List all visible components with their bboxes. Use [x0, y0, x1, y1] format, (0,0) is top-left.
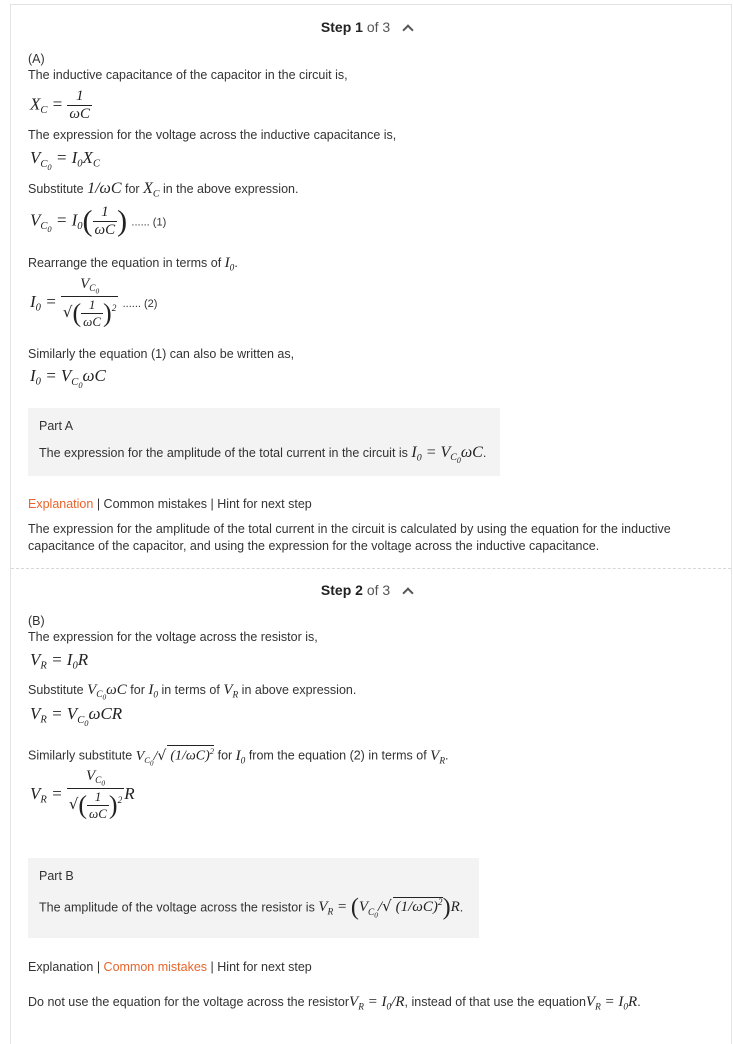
- chevron-up-icon[interactable]: [402, 587, 413, 598]
- part-label-b: (B): [28, 614, 45, 628]
- equation-1-tag: ...... (1): [131, 216, 167, 229]
- step-1-line-1: The inductive capacitance of the capacitor in the circuit is,: [28, 68, 348, 82]
- rearrange-line: Rearrange the equation in terms of $I_0$.: [28, 255, 238, 274]
- similarly-line: Similarly the equation (1) can also be written as,: [28, 347, 295, 361]
- similarly-substitute-line: Similarly substitute $V_{C_0}/√$ $(1/\omega C)^2$ for $I_0$ from the equation (2) in terms of $V_R$.: [28, 746, 449, 768]
- step-divider: [11, 568, 731, 569]
- common-mistake-text: Do not use the equation for the voltage across the resistorV$_R$ = $I_0/R$, instead of that use the equationV$_R$ = $I_0R$.: [28, 994, 641, 1013]
- hint-link[interactable]: Hint for next step: [217, 960, 312, 974]
- equation-vc0: $V_{C_0} = I_0X_C$: [30, 148, 100, 172]
- substitute-line-2: Substitute $V_{C_0}\omega C$ for $I_0$ in terms of $V_R$ in above expression.: [28, 682, 357, 702]
- step-2-links: Explanation | Common mistakes | Hint for next step: [28, 960, 312, 974]
- part-a-answer: The expression for the amplitude of the total current in the circuit is $I_0 = V_{C_0}\omega C$.: [39, 444, 487, 466]
- part-label-a: (A): [28, 52, 45, 66]
- step-1-line-2: The expression for the voltage across the inductive capacitance is,: [28, 128, 397, 142]
- equation-vr-2: $V_R = V_{C_0}\omega CR$: [30, 704, 123, 728]
- common-mistakes-link[interactable]: Common mistakes: [103, 960, 208, 974]
- step-1-total: of 3: [366, 19, 391, 35]
- equation-2-tag: ...... (2): [122, 297, 158, 310]
- equation-xc: $X_C$ = $\frac{1}{\omega C}$: [30, 88, 91, 122]
- step-2-line-1: The expression for the voltage across the resistor is,: [28, 630, 318, 644]
- substitute-line-1: Substitute 1/ωC for $X_C$ in the above expression.: [28, 180, 299, 200]
- step-2-label: Step 2: [320, 582, 363, 598]
- explanation-text-line-2: capacitance of the capacitor, and using the expression for the voltage across the inductive capacitance.: [28, 539, 600, 553]
- chevron-up-icon[interactable]: [402, 24, 413, 35]
- equation-vr-3: $V_R$ = $V_{C_0}$ √( $\frac{1}{\omega C}$ )$^2$ R: [30, 768, 135, 821]
- step-1-header[interactable]: [0, 19, 733, 35]
- equation-i0: $I_0 = V_{C_0}\omega C$: [30, 366, 106, 390]
- part-b-answer: The amplitude of the voltage across the resistor is $V_R = (V_{C_0}/√$ $(1/\omega C)^2)R$.: [39, 895, 464, 921]
- explanation-link[interactable]: Explanation: [28, 497, 94, 511]
- step-2-header[interactable]: [0, 582, 733, 598]
- explanation-text-line-1: The expression for the amplitude of the total current in the circuit is calculated by using the equation for the inductive: [28, 522, 671, 536]
- part-b-answer-box: [28, 858, 479, 938]
- equation-1: $V_{C_0} = I_0$( $\frac{1}{\omega C}$ ) ...... (1): [30, 204, 167, 238]
- part-a-answer-box: [28, 408, 500, 476]
- part-b-title: Part B: [39, 869, 74, 883]
- hint-link[interactable]: Hint for next step: [217, 497, 312, 511]
- equation-2: $I_0$ = $V_{C_0}$ √( $\frac{1}{\omega C}$ )$^2$ ...... (2): [30, 276, 158, 329]
- common-mistakes-link[interactable]: Common mistakes: [103, 497, 208, 511]
- part-a-title: Part A: [39, 419, 74, 433]
- equation-vr: $V_R = I_0R$: [30, 650, 89, 672]
- explanation-link[interactable]: Explanation: [28, 960, 94, 974]
- step-2-total: of 3: [366, 582, 391, 598]
- step-1-label: Step 1: [320, 19, 363, 35]
- step-1-links: Explanation | Common mistakes | Hint for next step: [28, 497, 312, 511]
